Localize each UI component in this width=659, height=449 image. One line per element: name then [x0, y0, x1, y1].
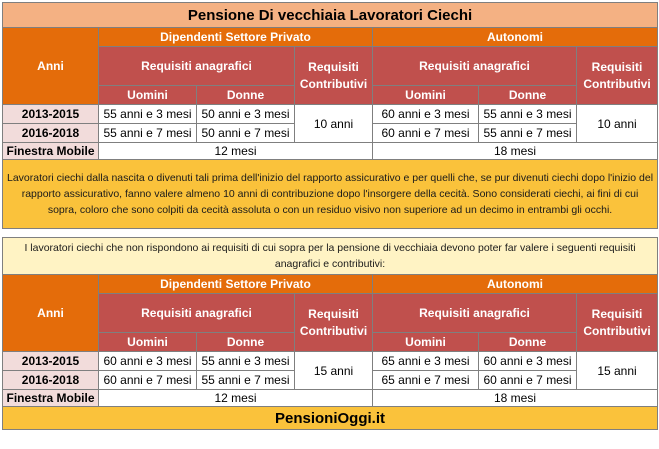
finestra-mobile-label: Finestra Mobile [3, 390, 99, 407]
finestra-mobile-label: Finestra Mobile [3, 143, 99, 160]
finestra-aut-value: 18 mesi [373, 143, 658, 160]
dip-anagrafici-header: Requisiti anagrafici [99, 47, 295, 86]
page-title: Pensione Di vecchiaia Lavoratori Ciechi [3, 3, 658, 28]
autonomi-header: Autonomi [373, 275, 658, 294]
aut-contributivi-value: 15 anni [577, 352, 658, 390]
table-cell: 60 anni e 7 mesi [479, 371, 577, 390]
site-footer: PensioniOggi.it [3, 407, 658, 430]
dip-uomini-header: Uomini [99, 333, 197, 352]
contributivi-label-line1: Requisiti [308, 306, 359, 321]
table-cell: 60 anni e 3 mesi [373, 105, 479, 124]
dip-anagrafici-header: Requisiti anagrafici [99, 294, 295, 333]
finestra-dip-value: 12 mesi [99, 390, 373, 407]
dip-uomini-header: Uomini [99, 86, 197, 105]
aut-donne-header: Donne [479, 86, 577, 105]
dipendenti-header: Dipendenti Settore Privato [99, 275, 373, 294]
anni-header: Anni [3, 28, 99, 105]
contributivi-label-line2: Contributivi [583, 76, 651, 91]
table-cell: 50 anni e 3 mesi [197, 105, 295, 124]
anni-header: Anni [3, 275, 99, 352]
table-cell: 60 anni e 3 mesi [479, 352, 577, 371]
dip-contributivi-value: 10 anni [295, 105, 373, 143]
table-row-year: 2013-2015 [3, 105, 99, 124]
aut-anagrafici-header: Requisiti anagrafici [373, 47, 577, 86]
aut-contributivi-value: 10 anni [577, 105, 658, 143]
table-cell: 55 anni e 7 mesi [99, 124, 197, 143]
aut-donne-header: Donne [479, 333, 577, 352]
aut-anagrafici-header: Requisiti anagrafici [373, 294, 577, 333]
aut-uomini-header: Uomini [373, 86, 479, 105]
contributivi-label-line2: Contributivi [583, 323, 651, 338]
contributivi-label-line1: Requisiti [591, 306, 643, 321]
table-row-year: 2013-2015 [3, 352, 99, 371]
table-cell: 65 anni e 3 mesi [373, 352, 479, 371]
dip-contributivi-value: 15 anni [295, 352, 373, 390]
autonomi-header: Autonomi [373, 28, 658, 47]
table-cell: 55 anni e 3 mesi [99, 105, 197, 124]
finestra-dip-value: 12 mesi [99, 143, 373, 160]
contributivi-label-line2: Contributivi [299, 76, 368, 91]
dip-donne-header: Donne [197, 86, 295, 105]
table-cell: 60 anni e 7 mesi [373, 124, 479, 143]
aut-uomini-header: Uomini [373, 333, 479, 352]
dip-donne-header: Donne [197, 333, 295, 352]
separator [3, 229, 658, 238]
table-cell: 50 anni e 7 mesi [197, 124, 295, 143]
dip-contributivi-header [295, 294, 373, 352]
finestra-aut-value: 18 mesi [373, 390, 658, 407]
eligibility-paragraph: Lavoratori ciechi dalla nascita o divenuti tali prima dell'inizio del rapporto assicurativo e per quelli che, se pur divenuti ciechi dopo l'inizio del rapporto assicurativo, fanno valere almeno 10 anni di contribuzione dopo l'insorgere della cecità. Sono considerati ciechi, ai fini di cui sopra, coloro che sono colpiti da cecità assoluta o con un residuo visivo non superiore ad un decimo in entrambi gli occhi. [3, 160, 658, 229]
aut-contributivi-header [577, 294, 658, 352]
table-cell: 55 anni e 3 mesi [197, 352, 295, 371]
table-cell: 55 anni e 3 mesi [479, 105, 577, 124]
contributivi-label-line1: Requisiti [591, 59, 643, 74]
table-cell: 55 anni e 7 mesi [479, 124, 577, 143]
dip-contributivi-header [295, 47, 373, 105]
table-cell: 55 anni e 7 mesi [197, 371, 295, 390]
table-row-year: 2016-2018 [3, 124, 99, 143]
table-row-year: 2016-2018 [3, 371, 99, 390]
aut-contributivi-header [577, 47, 658, 105]
dipendenti-header: Dipendenti Settore Privato [99, 28, 373, 47]
pension-table [2, 2, 658, 430]
table-cell: 60 anni e 7 mesi [99, 371, 197, 390]
contributivi-label-line1: Requisiti [308, 59, 359, 74]
contributivi-label-line2: Contributivi [299, 323, 368, 338]
note-paragraph: I lavoratori ciechi che non rispondono ai requisiti di cui sopra per la pensione di vecchiaia devono poter far valere i seguenti requisiti anagrafici e contributivi: [3, 238, 658, 275]
table-cell: 65 anni e 7 mesi [373, 371, 479, 390]
table-cell: 60 anni e 3 mesi [99, 352, 197, 371]
pension-sheet [2, 2, 657, 430]
